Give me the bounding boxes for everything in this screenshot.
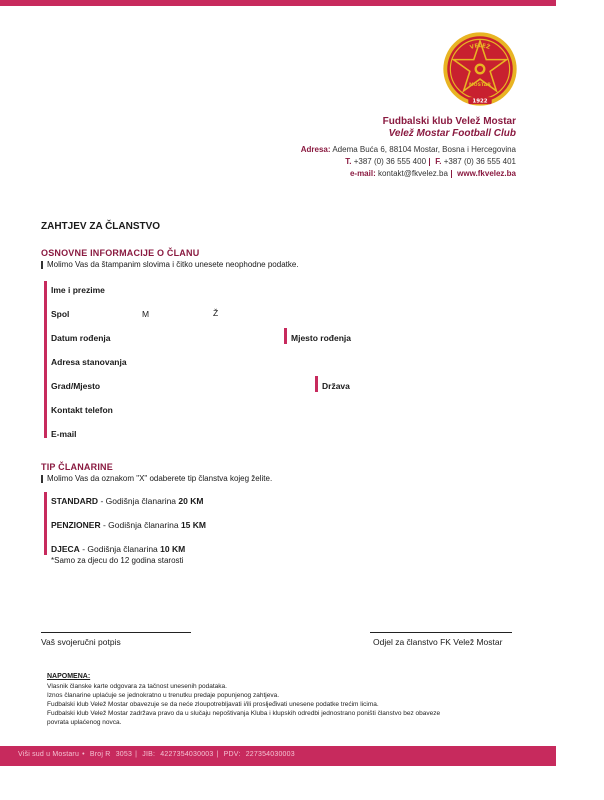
field-country-input[interactable]	[360, 378, 550, 394]
top-accent-bar	[0, 0, 556, 6]
signature-line[interactable]	[41, 632, 191, 633]
field-birth-place-label: Mjesto rođenja	[291, 333, 351, 343]
field-phone-label: Kontakt telefon	[51, 405, 113, 415]
contact-line: e-mail: kontakt@fkvelez.ba www.fkvelez.ba	[349, 169, 516, 178]
membership-instruction: Molimo Vas da oznakom "X" odaberete tip članstva kojeg želite.	[41, 474, 272, 483]
membership-option-standard[interactable]: STANDARD - Godišnja članarina 20 KM	[51, 496, 204, 506]
club-crest-logo	[441, 30, 519, 108]
field-city-label: Grad/Mjesto	[51, 381, 101, 391]
office-signature-label: Odjel za članstvo FK Velež Mostar	[373, 637, 503, 647]
footer-registration: Viši sud u Mostaru • Broj R 3053 | JIB: 4227354030003 | PDV: 227354030003	[18, 751, 295, 758]
children-age-note: *Samo za djecu do 12 godina starosti	[51, 556, 184, 565]
email-link[interactable]: kontakt@fkvelez.ba	[377, 169, 448, 178]
gender-option-f[interactable]: Ž	[213, 308, 219, 318]
field-birth-place-input[interactable]	[360, 330, 550, 346]
field-country-label: Država	[322, 381, 350, 391]
gender-option-m[interactable]: M	[142, 309, 150, 319]
birth-place-accent-bar	[284, 328, 287, 344]
crest-year: 1922	[472, 98, 488, 105]
section-basic-info-title: OSNOVNE INFORMACIJE O ČLANU	[41, 248, 200, 258]
address-line: Adresa: Adema Buća 6, 88104 Mostar, Bosna i Hercegovina	[300, 145, 516, 154]
fields-accent-bar	[44, 281, 47, 438]
form-title: ZAHTJEV ZA ČLANSTVO	[41, 221, 161, 232]
crest-bottom-text: MOSTAR	[469, 83, 491, 89]
membership-accent-bar	[44, 492, 47, 555]
field-phone-input[interactable]	[130, 402, 550, 418]
note-line: Fudbalski klub Velež Mostar zadržava pravo da u slučaju nepoštivanja Kluba i klupskih odredbi jednostrano poništi članstvo bez obaveze	[47, 710, 441, 717]
field-birth-date-input[interactable]	[130, 330, 270, 346]
basic-info-instruction: Molimo Vas da štampanim slovima i čitko unesete neophodne podatke.	[41, 260, 299, 269]
field-birth-date-label: Datum rođenja	[51, 333, 111, 343]
phone-line: T. +387 (0) 36 555 400 F. +387 (0) 36 555 401	[345, 157, 516, 166]
note-line: Fudbalski klub Velež Mostar obavezuje se da neće zloupotrebljavati i/ili prosljeđivati unesene podatke trećim licima.	[47, 701, 379, 708]
office-signature-line[interactable]	[370, 632, 512, 633]
club-name-en: Velež Mostar Football Club	[388, 128, 516, 139]
field-name-input[interactable]	[130, 282, 550, 298]
field-gender-label: Spol	[51, 309, 70, 319]
section-membership-title: TIP ČLANARINE	[41, 462, 113, 472]
notes-title: NAPOMENA:	[47, 673, 91, 680]
note-line: Vlasnik članske karte odgovara za tačnost unesenih podataka.	[47, 683, 227, 690]
signature-label: Vaš svojeručni potpis	[41, 637, 121, 647]
field-address-input[interactable]	[140, 354, 550, 370]
field-email-input[interactable]	[130, 426, 550, 442]
field-email-label: E-mail	[51, 429, 77, 439]
field-address-label: Adresa stanovanja	[51, 357, 127, 367]
field-city-input[interactable]	[130, 378, 300, 394]
membership-option-pensioner[interactable]: PENZIONER - Godišnja članarina 15 KM	[51, 520, 206, 530]
note-line: povrata uplaćenog novca.	[47, 719, 122, 726]
club-name: Fudbalski klub Velež Mostar	[382, 116, 516, 127]
country-accent-bar	[315, 376, 318, 392]
note-line: Iznos članarine uplaćuje se jednokratno u trenutku predaje popunjenog zahtjeva.	[47, 692, 279, 699]
field-name-label: Ime i prezime	[51, 285, 105, 295]
membership-option-children[interactable]: DJECA - Godišnja članarina 10 KM	[51, 544, 186, 554]
website-link[interactable]: www.fkvelez.ba	[457, 169, 516, 178]
crest-top-text: VELEŽ	[469, 43, 491, 52]
